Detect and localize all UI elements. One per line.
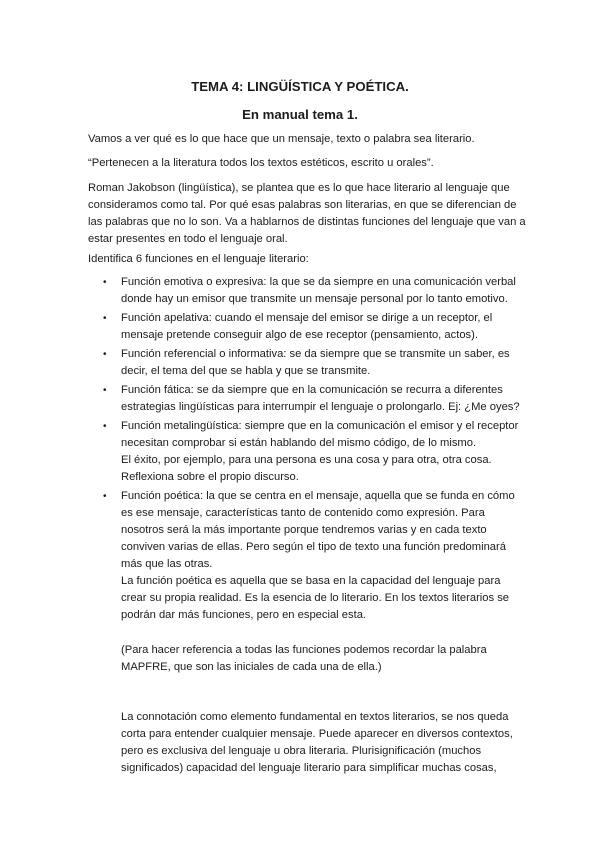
functions-list [0, 274, 600, 626]
page-title: TEMA 4: LINGÜÍSTICA Y POÉTICA. [191, 79, 409, 94]
list-item-fatica [0, 382, 521, 416]
list-item-referencial [0, 346, 521, 380]
list-intro: Identifica 6 funciones en el lenguaje literario: [88, 253, 309, 265]
bullet-icon: • [103, 491, 107, 502]
list-item-extra: El éxito, por ejemplo, para una persona es una cosa y para otra, otra cosa. Reflexiona sobre el propio discurso. [121, 454, 492, 483]
list-item-text: Función referencial o informativa: se da siempre que se transmite un saber, es decir, el tema del que se habla y que se transmite. [121, 348, 510, 377]
jakobson-paragraph: Roman Jakobson (lingüística), se plantea que es lo que hace literario al lenguaje que consideramos como tal. Por qué esas palabras son literarias, en que se diferencian de las palabras que no lo son. Va a hablarnos de distintas funciones del lenguaje que van a estar presentes en todo el lenguaje oral. [88, 182, 526, 245]
bullet-icon: • [103, 277, 107, 288]
bullet-icon: • [103, 349, 107, 360]
quote-paragraph: “Pertenecen a la literatura todos los textos estéticos, escrito u orales”. [88, 157, 434, 169]
list-item-text: Función emotiva o expresiva: la que se da siempre en una comunicación verbal donde hay un emisor que transmite un mensaje personal por lo tanto emotivo. [121, 276, 516, 305]
page-subtitle: En manual tema 1. [242, 107, 358, 122]
list-item-emotiva [0, 274, 521, 308]
list-item-text: Función metalingüística: siempre que en la comunicación el emisor y el receptor necesitan comprobar si están hablando del mismo código, de lo mismo. [121, 420, 519, 449]
list-item-apelativa [0, 310, 521, 344]
list-item-extra: La función poética es aquella que se basa en la capacidad del lenguaje para crear su propia realidad. Es la esencia de lo literario. En los textos literarios se podrán dar más funciones, pero en especial esta. [121, 575, 510, 621]
list-item-metalinguistica [0, 418, 521, 486]
list-item-poetica [0, 488, 521, 624]
list-item-text: Función fática: se da siempre que en la comunicación se recurra a diferentes estrategias lingüísticas para interrumpir el lenguaje o prolongarlo. Ej: ¿Me oyes? [121, 384, 520, 413]
bullet-icon: • [103, 385, 107, 396]
bullet-icon: • [103, 313, 107, 324]
list-item-text: Función poética: la que se centra en el mensaje, aquella que se funda en cómo es ese mensaje, características tanto de contenido como expresión. Para nosotros será la más importante porque tendremos varias y en cada texto conviven varias de ellas. Pero según el tipo de texto una función predominará más que las otras. [121, 490, 515, 570]
mapfre-note: (Para hacer referencia a todas las funciones podemos recordar la palabra MAPFRE, que son las iniciales de cada una de ella.) [121, 644, 487, 673]
bullet-icon: • [103, 421, 107, 432]
intro-paragraph: Vamos a ver qué es lo que hace que un mensaje, texto o palabra sea literario. [88, 133, 475, 145]
list-item-text: Función apelativa: cuando el mensaje del emisor se dirige a un receptor, el mensaje pretende conseguir algo de ese receptor (pensamiento, actos). [121, 312, 493, 341]
connotation-paragraph: La connotación como elemento fundamental en textos literarios, se nos queda corta para entender cualquier mensaje. Puede aparecer en diversos contextos, pero es exclusiva del lenguaje u obra literaria. Plurisignificación (muchos significados) capacidad del lenguaje literario para simplificar muchas cosas, [121, 711, 513, 774]
